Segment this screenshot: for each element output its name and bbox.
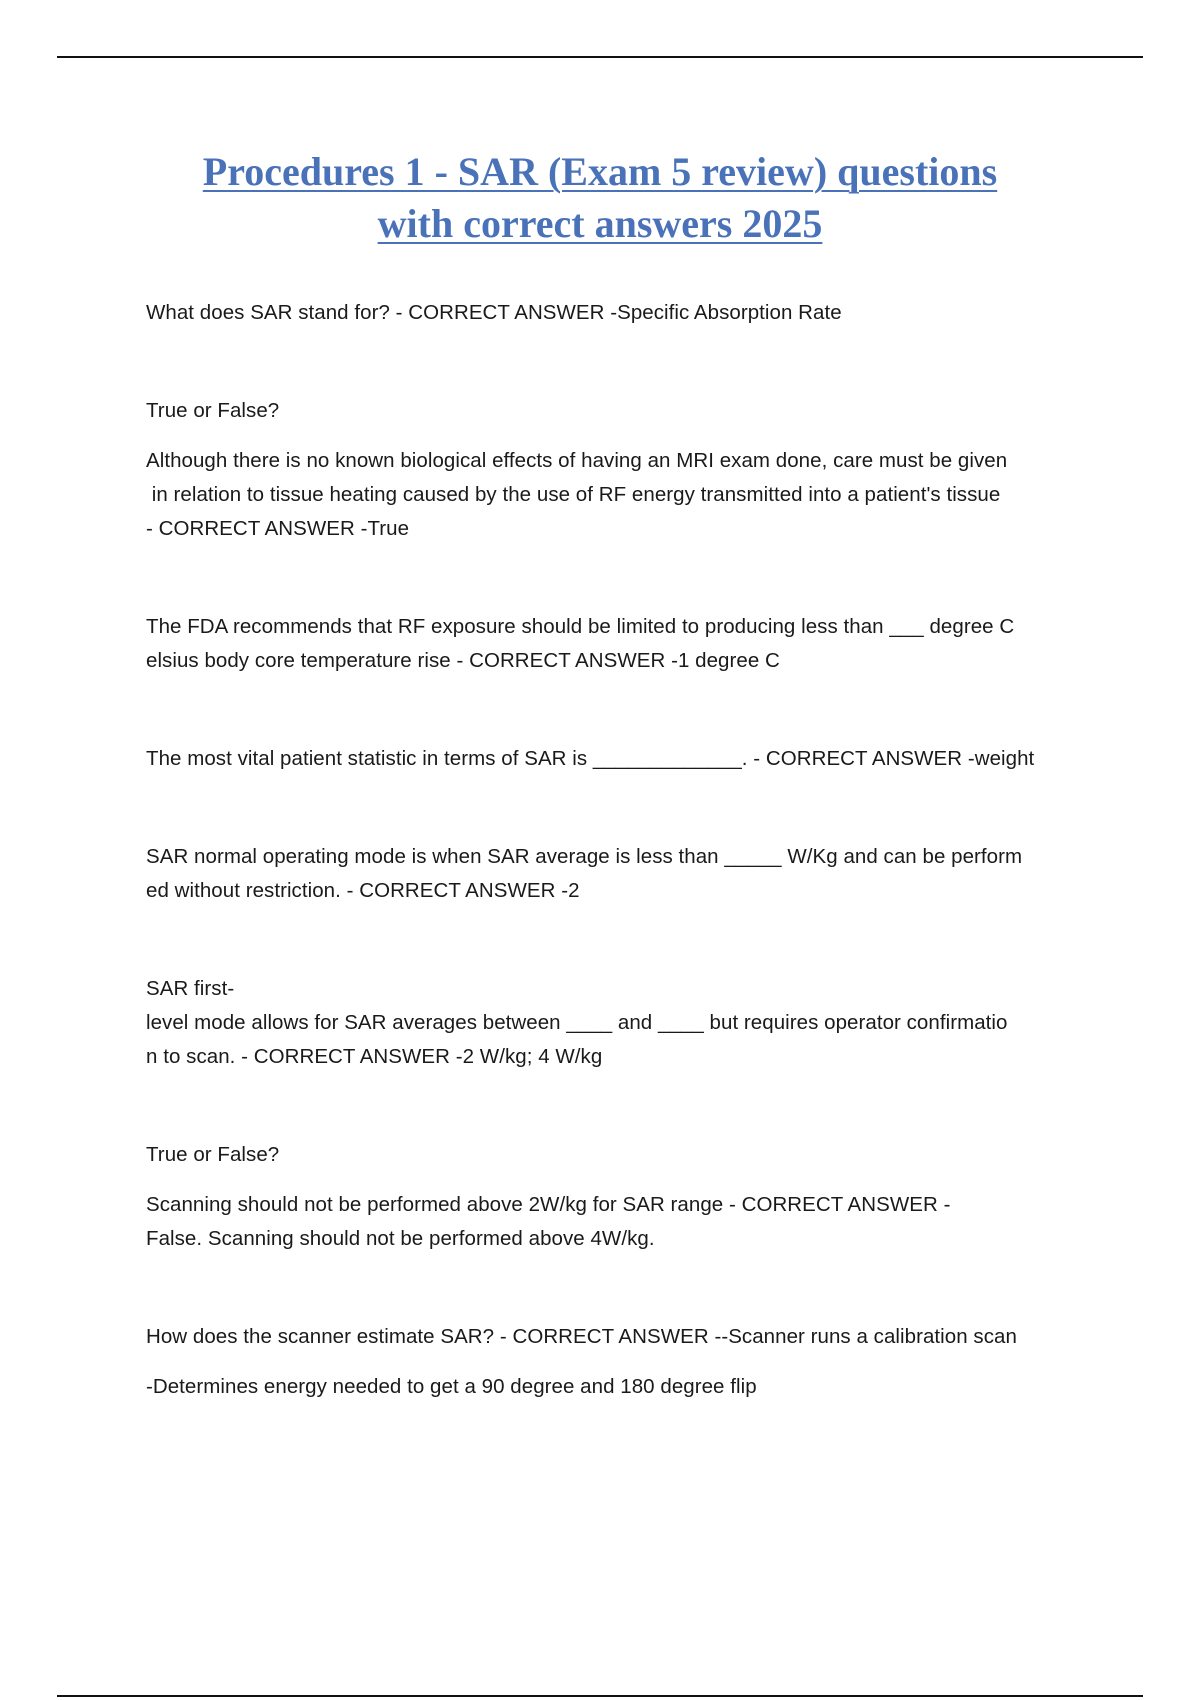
qa-item-8-line-2: -Determines energy needed to get a 90 degree and 180 degree flip <box>146 1375 757 1398</box>
qa-item-4: The most vital patient statistic in terms of SAR is _____________. - CORRECT ANSWER -weight <box>146 747 1035 770</box>
qa-item-2-line-1: Although there is no known biological effects of having an MRI exam done, care must be given <box>146 449 1008 472</box>
qa-item-1: What does SAR stand for? - CORRECT ANSWER -Specific Absorption Rate <box>146 301 842 324</box>
document-title <box>100 146 1100 250</box>
qa-item-2-line-2: in relation to tissue heating caused by the use of RF energy transmitted into a patient's tissue <box>146 483 1001 506</box>
qa-item-2-label: True or False? <box>146 399 280 422</box>
qa-item-7-line-2: False. Scanning should not be performed above 4W/kg. <box>146 1227 655 1250</box>
qa-item-2-line-3: - CORRECT ANSWER -True <box>146 517 410 540</box>
qa-item-3-line-1: The FDA recommends that RF exposure should be limited to producing less than ___ degree C <box>146 615 1015 638</box>
qa-item-6-line-1: SAR first- <box>146 977 235 1000</box>
qa-item-5-line-2: ed without restriction. - CORRECT ANSWER -2 <box>146 879 580 902</box>
title-line-1: Procedures 1 - SAR (Exam 5 review) questions <box>202 149 998 194</box>
qa-item-3-line-2: elsius body core temperature rise - CORRECT ANSWER -1 degree C <box>146 649 780 672</box>
qa-item-5-line-1: SAR normal operating mode is when SAR average is less than _____ W/Kg and can be perform <box>146 845 1023 868</box>
top-rule <box>57 56 1143 58</box>
qa-item-6-line-3: n to scan. - CORRECT ANSWER -2 W/kg; 4 W/kg <box>146 1045 603 1068</box>
qa-list <box>146 296 1086 1404</box>
title-line-2: with correct answers 2025 <box>377 201 823 246</box>
qa-item-7-line-1: Scanning should not be performed above 2W/kg for SAR range - CORRECT ANSWER - <box>146 1193 951 1216</box>
qa-item-8-line-1: How does the scanner estimate SAR? - CORRECT ANSWER --Scanner runs a calibration scan <box>146 1325 1017 1348</box>
qa-item-7-label: True or False? <box>146 1143 280 1166</box>
bottom-rule <box>57 1695 1143 1697</box>
qa-item-6-line-2: level mode allows for SAR averages between ____ and ____ but requires operator confirmatio <box>146 1011 1008 1034</box>
